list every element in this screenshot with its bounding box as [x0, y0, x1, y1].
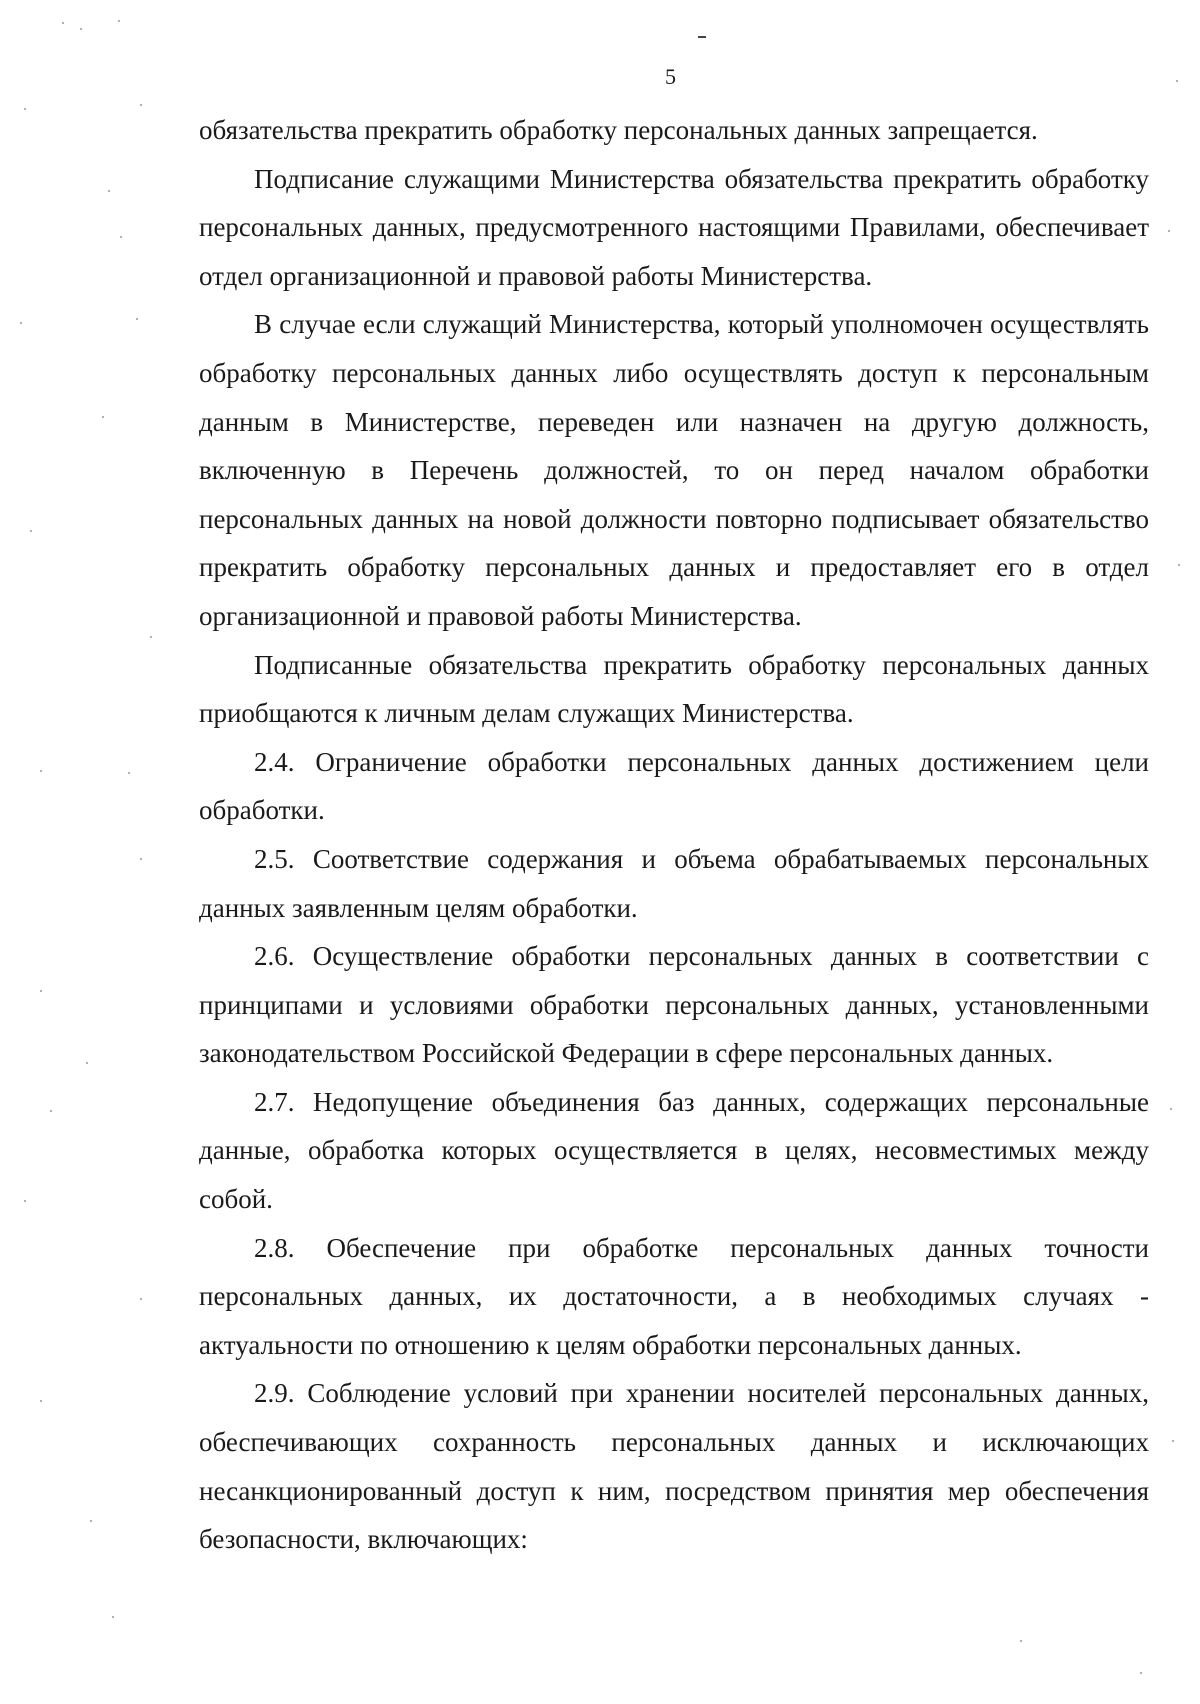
speck: [140, 858, 142, 860]
speck: [140, 1298, 142, 1300]
speck: [50, 1110, 52, 1112]
paragraph-item-2-9: 2.9. Соблюдение условий при хранении носителей персональных данных, обеспечивающих сохранность персональных данных и исключающих несанкционированный доступ к ним, посредством принятия мер обеспечения безопасности, включающих:: [199, 1378, 1149, 1555]
speck: [24, 1200, 26, 1202]
speck: [1170, 1108, 1172, 1110]
scan-mark: [698, 36, 706, 38]
speck: [86, 1062, 88, 1064]
speck: [102, 416, 104, 418]
paragraph-item-2-6: 2.6. Осуществление обработки персональных данных в соответствии с принципами и условиями обработки персональных данных, установленными законодательством Российской Федерации в сфере персональных данных.: [199, 941, 1149, 1069]
speck: [30, 530, 32, 532]
speck: [1168, 230, 1170, 232]
speck: [20, 322, 22, 324]
page-number: 5: [665, 64, 676, 89]
paragraph-item-2-7: 2.7. Недопущение объединения баз данных, содержащих персональные данные, обработка которых осуществляется в целях, несовместимых между собой.: [199, 1086, 1149, 1215]
speck: [118, 20, 120, 22]
speck: [1020, 1640, 1022, 1642]
speck: [40, 770, 42, 772]
speck: [120, 236, 122, 238]
speck: [1172, 1440, 1174, 1442]
speck: [140, 104, 142, 106]
document-body: [199, 106, 1149, 1564]
speck: [1178, 564, 1180, 566]
speck: [108, 190, 110, 192]
paragraph: В случае если служащий Министерства, который уполномочен осуществлять обработку персональных данных либо осуществлять доступ к персональным данным в Министерстве, переведен или назначен на другую должность, включенную в Перечень должностей, то он перед началом обработки персональных данных на новой должности повторно подписывает обязательство прекратить обработку персональных данных и предоставляет его в отдел организационной и правовой работы Министерства.: [199, 309, 1149, 631]
paragraph: Подписание служащими Министерства обязательства прекратить обработку персональных данных, предусмотренного настоящими Правилами, обеспечивает отдел организационной и правовой работы Министерства.: [199, 163, 1149, 291]
speck: [150, 636, 152, 638]
speck: [136, 318, 138, 320]
speck: [112, 1616, 114, 1618]
speck: [40, 1400, 42, 1402]
paragraph-continuation: обязательства прекратить обработку персональных данных запрещается.: [199, 115, 1038, 145]
speck: [90, 1520, 92, 1522]
speck: [1140, 1672, 1142, 1674]
speck: [80, 28, 82, 30]
paragraph: Подписанные обязательства прекратить обработку персональных данных приобщаются к личным делам служащих Министерства.: [199, 649, 1149, 729]
speck: [62, 22, 64, 24]
paragraph-item-2-8: 2.8. Обеспечение при обработке персональных данных точности персональных данных, их достаточности, а в необходимых случаях - актуальности по отношению к целям обработки персональных данных.: [199, 1232, 1149, 1360]
speck: [24, 108, 26, 110]
speck: [40, 990, 42, 992]
paragraph-item-2-4: 2.4. Ограничение обработки персональных данных достижением цели обработки.: [199, 746, 1149, 826]
paragraph-item-2-5: 2.5. Соответствие содержания и объема обрабатываемых персональных данных заявленным целям обработки.: [199, 843, 1149, 923]
speck: [1176, 80, 1178, 82]
speck: [128, 772, 130, 774]
